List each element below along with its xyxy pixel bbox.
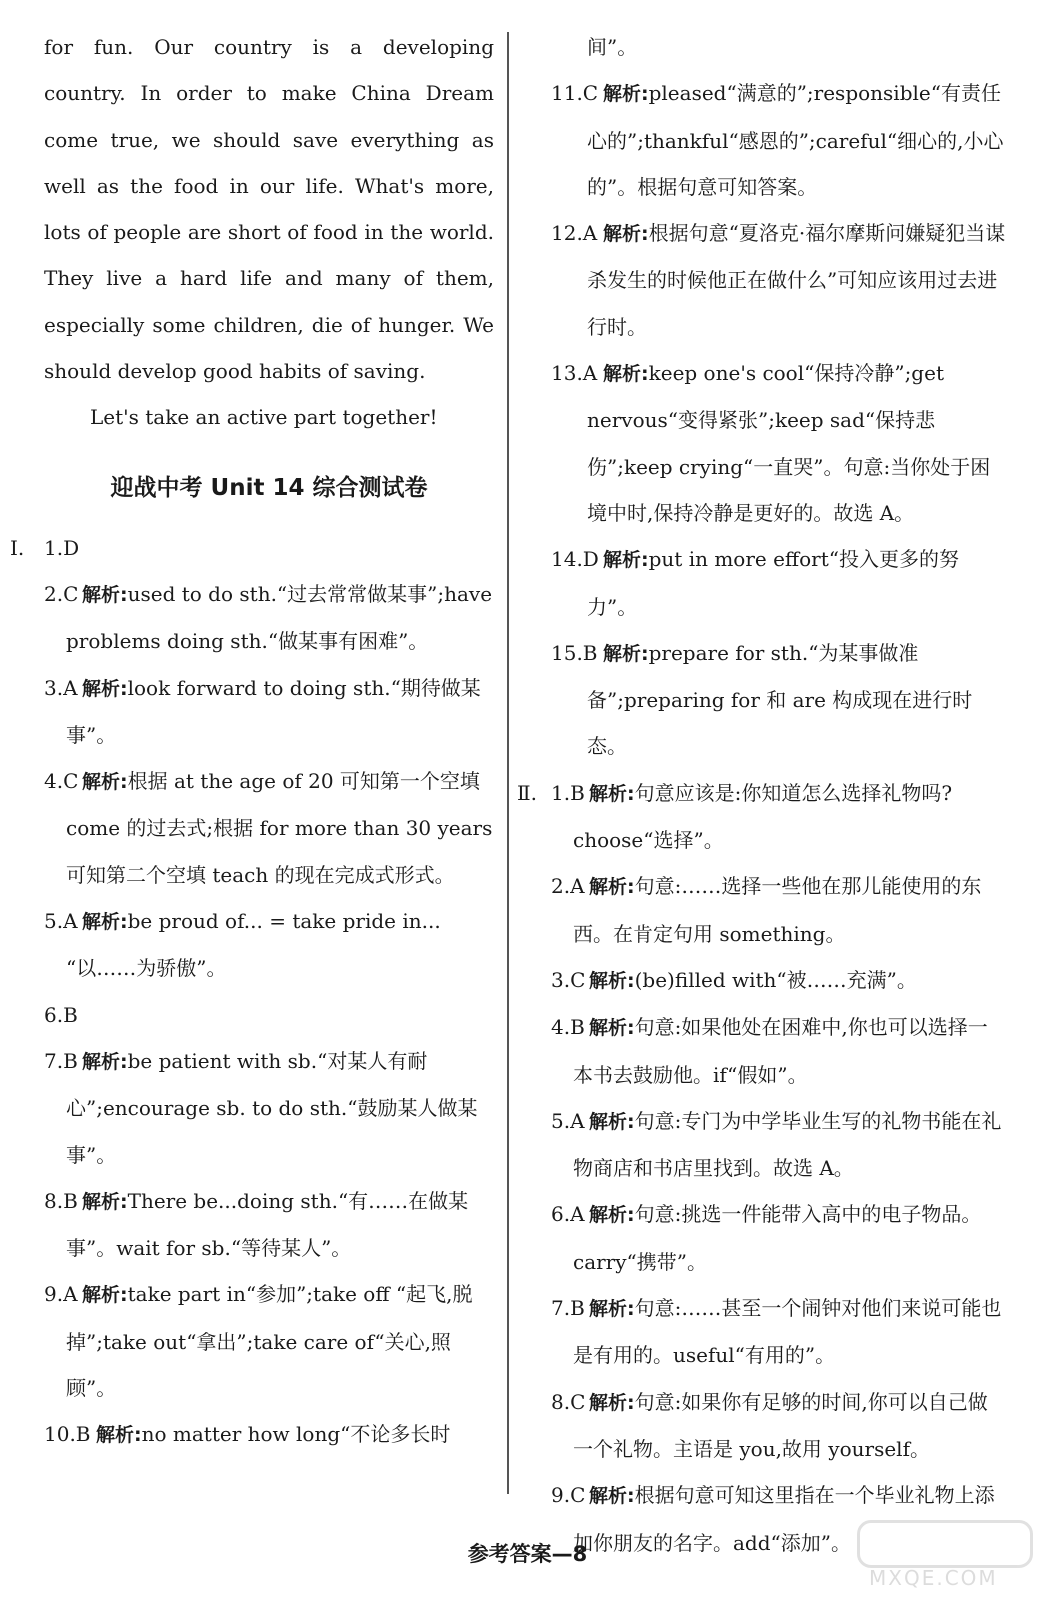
answer-number: 12.A xyxy=(551,221,598,246)
answer-item xyxy=(44,1178,494,1272)
answer-item xyxy=(551,630,1007,770)
analysis-label: 解析: xyxy=(589,969,635,992)
analysis-label: 解析: xyxy=(589,1110,635,1133)
analysis-label: 解析: xyxy=(589,1204,635,1227)
answer-item xyxy=(44,665,494,759)
answer-text: 句意:……选择一些他在那儿能使用的东西。在肯定句用 something。 xyxy=(573,874,982,946)
answer-number: 10.B xyxy=(44,1422,91,1447)
essay xyxy=(44,24,494,441)
analysis-label: 解析: xyxy=(603,642,649,665)
answer-item xyxy=(551,350,1007,536)
answer-text: (be)filled with“被……充满”。 xyxy=(634,967,917,992)
answer-number: 15.B xyxy=(551,640,598,665)
analysis-label: 解析: xyxy=(82,583,128,606)
answer-text: 根据句意“夏洛克·福尔摩斯问嫌疑犯当谋杀发生的时候他正在做什么”可知应该用过去进行时。 xyxy=(587,221,1006,339)
left-column xyxy=(10,24,494,1459)
analysis-label: 解析: xyxy=(603,363,649,386)
essay-closing: Let's take an active part together! xyxy=(90,405,438,430)
answer-text: 句意:如果他处在困难中,你也可以选择一本书去鼓励他。if“假如”。 xyxy=(573,1015,988,1087)
answer-number: 8.C xyxy=(551,1389,586,1414)
answer-number: 4.B xyxy=(551,1015,585,1040)
answer-item xyxy=(551,70,1007,210)
answer-item xyxy=(551,210,1007,350)
answer-text: 句意应该是:你知道怎么选择礼物吗? choose“选择”。 xyxy=(573,780,953,853)
answer-text: be patient with sb.“对某人有耐心”;encourage sb. to do sth.“鼓励某人做某事”。 xyxy=(66,1048,478,1167)
analysis-label: 解析: xyxy=(82,677,128,700)
answer-item xyxy=(44,992,494,1038)
answer-text: no matter how long“不论多长时 xyxy=(141,1422,451,1447)
analysis-label: 解析: xyxy=(589,1017,635,1040)
answer-text: 句意:挑选一件能带入高中的电子物品。carry“携带”。 xyxy=(573,1202,982,1274)
answer-number: 1.B xyxy=(551,780,585,805)
answer-text: 根据 at the age of 20 可知第一个空填 come 的过去式;根据 for more than 30 years 可知第二个空填 teach 的现在完成式形式。 xyxy=(66,769,493,887)
analysis-label: 解析: xyxy=(603,549,649,572)
analysis-label: 解析: xyxy=(82,1284,128,1307)
answer-number: 13.A xyxy=(551,361,598,386)
answer-text: look forward to doing sth.“期待做某事”。 xyxy=(66,675,481,747)
answer-number: 14.D xyxy=(551,547,599,572)
answer-item-continued xyxy=(551,24,1007,70)
answer-text: prepare for sth.“为某事做准备”;preparing for 和 are 构成现在进行时态。 xyxy=(587,640,973,759)
answer-item xyxy=(44,898,494,992)
answer-item xyxy=(551,957,1007,1004)
column-divider xyxy=(507,32,509,1494)
answer-text: 间”。 xyxy=(587,35,638,59)
analysis-label: 解析: xyxy=(82,1050,128,1073)
answer-item xyxy=(551,863,1007,957)
analysis-label: 解析: xyxy=(96,1424,142,1447)
answer-number: 3.A xyxy=(44,675,78,700)
answer-number: 8.B xyxy=(44,1188,78,1213)
analysis-label: 解析: xyxy=(589,1391,635,1414)
answer-text: used to do sth.“过去常常做某事”;have problems doing sth.“做某事有困难”。 xyxy=(66,581,493,654)
answer-number: 2.A xyxy=(551,874,585,899)
answer-number: 4.C xyxy=(44,769,79,794)
answer-item xyxy=(10,525,494,571)
answer-number: 9.C xyxy=(551,1483,586,1508)
answer-text: 句意:……甚至一个闹钟对他们来说可能也是有用的。useful“有用的”。 xyxy=(573,1296,1002,1368)
watermark-text: MXQE.COM xyxy=(869,1566,998,1590)
answer-text: pleased“满意的”;responsible“有责任心的”;thankful“感恩的”;careful“细心的,小心的”。根据句意可知答案。 xyxy=(587,81,1004,199)
answer-number: 1.D xyxy=(44,535,80,560)
answer-text: 根据句意可知这里指在一个毕业礼物上添加你朋友的名字。add“添加”。 xyxy=(573,1483,995,1555)
part-one-mark: Ⅰ. xyxy=(10,535,25,560)
answer-item xyxy=(44,1411,494,1458)
answer-number: 5.A xyxy=(551,1108,585,1133)
answer-item xyxy=(44,571,494,665)
answer-text: 句意:如果你有足够的时间,你可以自己做一个礼物。主语是 you,故用 yourself。 xyxy=(573,1389,988,1461)
answer-item xyxy=(551,1004,1007,1098)
answer-text: keep one's cool“保持冷静”;get nervous“变得紧张”;keep sad“保持悲伤”;keep crying“一直哭”。句意:当你处于困境中时,保持冷静是更好的。故选 A。 xyxy=(587,361,991,525)
page-footer: 参考答案—8 xyxy=(467,1542,588,1566)
answer-item xyxy=(551,536,1007,630)
essay-paragraph: for fun. Our country is a developing country. In order to make China Dream come true, we should save everything as well as the food in our life. What's more, lots of people are short of food in the world. They live a hard life and many of them, especially some children, die of hunger. We should develop good habits of saving. xyxy=(44,35,494,384)
answer-item xyxy=(44,758,494,898)
answer-item xyxy=(551,1379,1007,1473)
answer-text: put in more effort“投入更多的努力”。 xyxy=(587,547,959,619)
answer-number: 7.B xyxy=(44,1048,78,1073)
answer-item xyxy=(551,1098,1007,1192)
answer-number: 6.A xyxy=(551,1202,585,1227)
answer-text: There be...doing sth.“有……在做某事”。wait for sb.“等待某人”。 xyxy=(66,1188,469,1261)
analysis-label: 解析: xyxy=(589,1298,635,1321)
analysis-label: 解析: xyxy=(589,876,635,899)
part-two-mark: Ⅱ. xyxy=(517,780,537,805)
answer-text: be proud of... = take pride in... “以……为骄傲”。 xyxy=(66,909,441,981)
analysis-label: 解析: xyxy=(603,83,649,106)
analysis-label: 解析: xyxy=(589,1485,635,1508)
answer-item xyxy=(44,1271,494,1411)
section-title: 迎战中考 Unit 14 综合测试卷 xyxy=(110,474,428,501)
watermark-badge-icon xyxy=(857,1520,1033,1568)
answer-text: 句意:专门为中学毕业生写的礼物书能在礼物商店和书店里找到。故选 A。 xyxy=(573,1108,1002,1181)
answer-item xyxy=(517,770,1007,864)
analysis-label: 解析: xyxy=(589,782,635,805)
watermark-logo xyxy=(847,1520,1037,1590)
analysis-label: 解析: xyxy=(82,771,128,794)
analysis-label: 解析: xyxy=(82,1190,128,1213)
analysis-label: 解析: xyxy=(82,911,128,934)
answer-number: 11.C xyxy=(551,81,599,106)
answer-number: 5.A xyxy=(44,909,78,934)
answer-item xyxy=(551,1285,1007,1379)
answer-text: take part in“参加”;take off “起飞,脱掉”;take out“拿出”;take care of“关心,照顾”。 xyxy=(66,1282,473,1401)
answer-number: 7.B xyxy=(551,1296,585,1321)
analysis-label: 解析: xyxy=(603,223,649,246)
answer-number: 9.A xyxy=(44,1282,78,1307)
answer-item xyxy=(551,1191,1007,1285)
answer-number: 6.B xyxy=(44,1002,78,1027)
answer-item xyxy=(44,1038,494,1178)
answer-number: 3.C xyxy=(551,967,586,992)
answer-number: 2.C xyxy=(44,581,79,606)
